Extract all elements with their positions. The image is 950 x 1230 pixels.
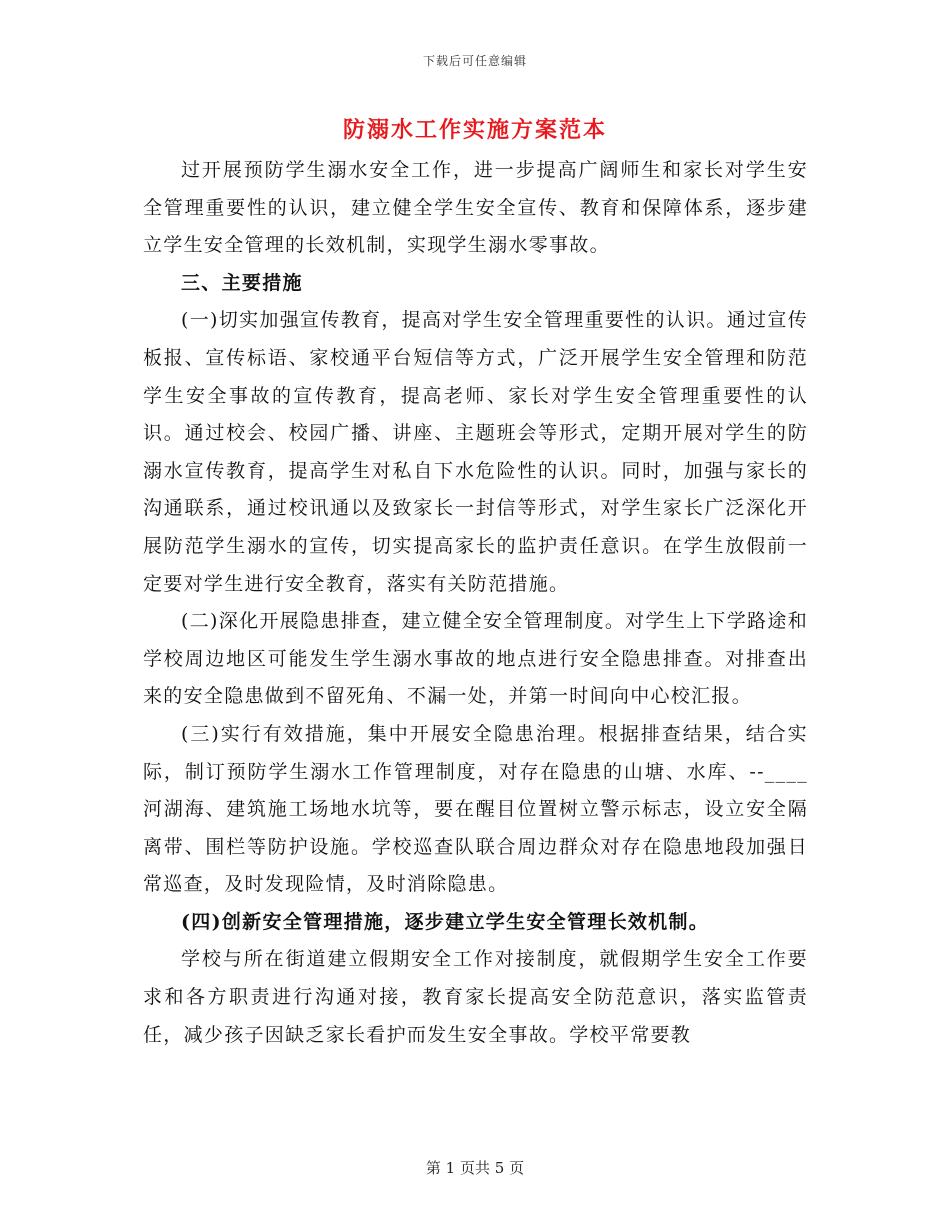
section-heading: 三、主要措施	[181, 271, 303, 294]
measure-3-paragraph: (三)实行有效措施，集中开展安全隐患治理。根据排查结果，结合实际，制订预防学生溺水工作管理制度，对存在隐患的山塘、水库、--____河湖海、建筑施工场地水坑等，要在醒目位置树立警示标志，设立安全隔离带、围栏等防护设施。学校巡查队联合周边群众对存在隐患地段加强日常巡查，及时发现险情，及时消除隐患。	[143, 722, 808, 896]
measure-4-heading: (四)创新安全管理措施，逐步建立学生安全管理长效机制。	[181, 910, 710, 933]
intro-paragraph: 过开展预防学生溺水安全工作，进一步提高广阔师生和家长对学生安全管理重要性的认识，建立健全学生安全宣传、教育和保障体系，逐步建立学生安全管理的长效机制，实现学生溺水零事故。	[143, 159, 808, 257]
document-body	[143, 152, 808, 1054]
document-title: 防溺水工作实施方案范本	[342, 117, 607, 143]
page-header-note: 下载后可任意编辑	[422, 54, 527, 68]
measure-2-paragraph: (二)深化开展隐患排查，建立健全安全管理制度。对学生上下学路途和学校周边地区可能发生学生溺水事故的地点进行安全隐患排查。对排查出来的安全隐患做到不留死角、不漏一处，并第一时间向中心校汇报。	[143, 610, 808, 708]
measure-4-paragraph: 学校与所在街道建立假期安全工作对接制度，就假期学生安全工作要求和各方职责进行沟通对接，教育家长提高安全防范意识，落实监管责任，减少孩子因缺乏家长看护而发生安全事故。学校平常要教	[143, 948, 808, 1046]
measure-1-paragraph: (一)切实加强宣传教育，提高对学生安全管理重要性的认识。通过宣传板报、宣传标语、家校通平台短信等方式，广泛开展学生安全管理和防范学生安全事故的宣传教育，提高老师、家长对学生安全管理重要性的认识。通过校会、校园广播、讲座、主题班会等形式，定期开展对学生的防溺水宣传教育，提高学生对私自下水危险性的认识。同时，加强与家长的沟通联系，通过校讯通以及致家长一封信等形式，对学生家长广泛深化开展防范学生溺水的宣传，切实提高家长的监护责任意识。在学生放假前一定要对学生进行安全教育，落实有关防范措施。	[143, 309, 808, 595]
page-number: 第 1 页共 5 页	[425, 1159, 525, 1177]
